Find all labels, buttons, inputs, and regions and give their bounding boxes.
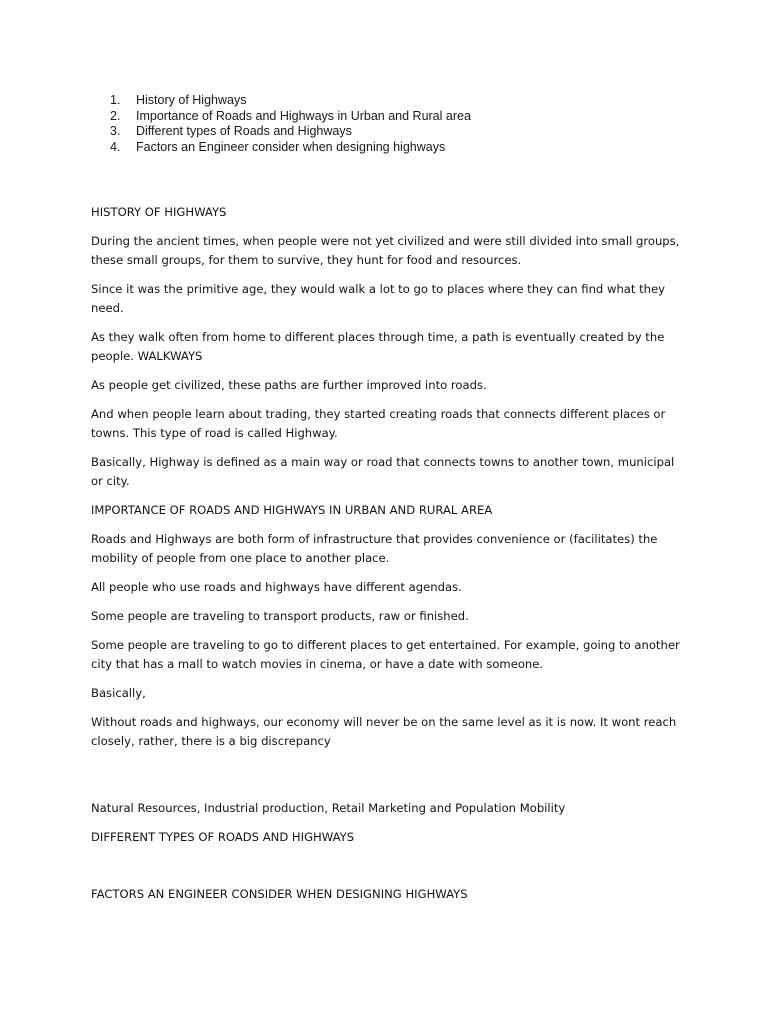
outline-item <box>110 109 471 125</box>
section-heading-importance: IMPORTANCE OF ROADS AND HIGHWAYS IN URBAN AND RURAL AREA <box>91 503 493 517</box>
outline-item <box>110 140 471 156</box>
paragraph: During the ancient times, when people were not yet civilized and were still divided into small groups, these small groups, for them to survive, they hunt for food and resources. <box>91 234 680 267</box>
paragraph: And when people learn about trading, they started creating roads that connects different places or towns. This type of road is called Highway. <box>91 407 666 440</box>
outline-item <box>110 93 471 109</box>
paragraph: Without roads and highways, our economy will never be on the same level as it is now. It wont reach closely, rather, there is a big discrepancy <box>91 715 677 748</box>
paragraph: Some people are traveling to go to different places to get entertained. For example, going to another city that has a mall to watch movies in cinema, or have a date with someone. <box>91 638 680 671</box>
outline-list <box>110 93 471 155</box>
paragraph: Natural Resources, Industrial production, Retail Marketing and Population Mobility <box>91 801 566 815</box>
paragraph: All people who use roads and highways have different agendas. <box>91 580 462 594</box>
section-heading-types: DIFFERENT TYPES OF ROADS AND HIGHWAYS <box>91 830 355 844</box>
paragraph: Basically, <box>91 686 146 700</box>
paragraph: As people get civilized, these paths are further improved into roads. <box>91 378 487 392</box>
paragraph: Basically, Highway is defined as a main way or road that connects towns to another town, municipal or city. <box>91 455 675 488</box>
outline-item <box>110 124 471 140</box>
outline-item-text: Importance of Roads and Highways in Urban and Rural area <box>136 108 471 123</box>
paragraph: Since it was the primitive age, they would walk a lot to go to places where they can find what they need. <box>91 282 666 315</box>
outline-item-number: 4. <box>110 139 121 154</box>
section-heading-factors: FACTORS AN ENGINEER CONSIDER WHEN DESIGNING HIGHWAYS <box>91 887 468 901</box>
outline-item-number: 3. <box>110 124 121 138</box>
outline-item-text: History of Highways <box>136 93 247 107</box>
paragraph: Roads and Highways are both form of infrastructure that provides convenience or (facilitates) the mobility of people from one place to another place. <box>91 532 658 565</box>
paragraph: Some people are traveling to transport products, raw or finished. <box>91 609 469 623</box>
outline-item-text: Factors an Engineer consider when designing highways <box>136 139 446 154</box>
document-body <box>91 203 681 914</box>
outline-item-number: 1. <box>110 93 121 107</box>
outline-item-text: Different types of Roads and Highways <box>136 124 352 138</box>
paragraph: As they walk often from home to different places through time, a path is eventually created by the people. WALKWAYS <box>91 330 665 363</box>
section-heading-history: HISTORY OF HIGHWAYS <box>91 205 227 219</box>
outline-item-number: 2. <box>110 108 121 123</box>
